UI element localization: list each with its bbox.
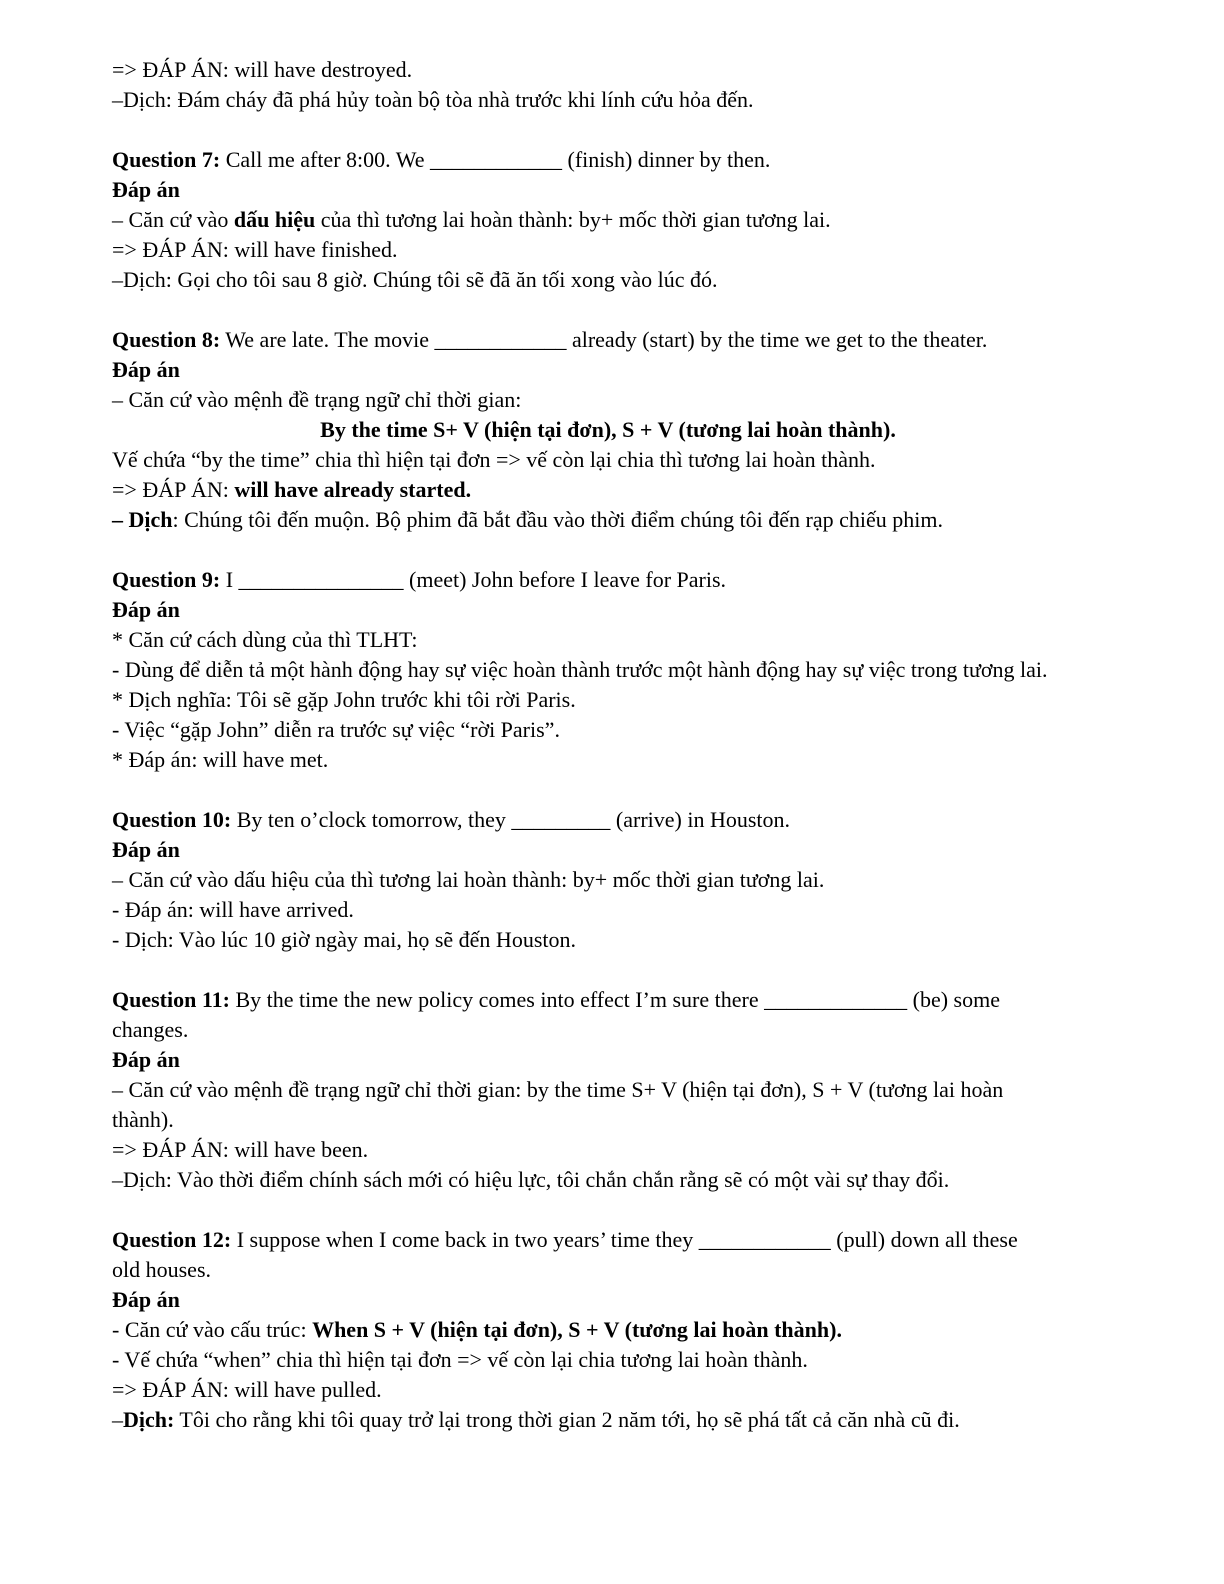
q8-explain: Vế chứa “by the time” chia thì hiện tại đơn => vế còn lại chia thì tương lai hoàn thành. xyxy=(112,447,876,472)
q11-basis-line2: thành). xyxy=(112,1107,174,1132)
q8-answer xyxy=(112,475,1104,505)
q11-label: Question 11: xyxy=(112,987,230,1012)
q7-translation: –Dịch: Gọi cho tôi sau 8 giờ. Chúng tôi sẽ đã ăn tối xong vào lúc đó. xyxy=(112,267,718,292)
q11-question xyxy=(112,985,1104,1015)
q8-basis: – Căn cứ vào mệnh đề trạng ngữ chỉ thời gian: xyxy=(112,387,522,412)
q8-dap-an xyxy=(112,355,1104,385)
q12-basis-pre: - Căn cứ vào cấu trúc: xyxy=(112,1317,313,1342)
q9-label: Question 9: xyxy=(112,567,221,592)
q8-label: Question 8: xyxy=(112,327,221,352)
q10-question xyxy=(112,805,1104,835)
q9-note: - Việc “gặp John” diễn ra trước sự việc “rời Paris”. xyxy=(112,717,560,742)
q7-basis-bold: dấu hiệu xyxy=(233,207,316,232)
q8-translation xyxy=(112,505,1104,535)
q11-answer: => ĐÁP ÁN: will have been. xyxy=(112,1137,369,1162)
q11-text-line2: changes. xyxy=(112,1017,189,1042)
q11-dap-an-label: Đáp án xyxy=(112,1047,180,1072)
q7-text: Call me after 8:00. We ____________ (finish) dinner by then. xyxy=(220,147,771,172)
q8-translation-bold: – Dịch xyxy=(112,507,173,532)
q8-answer-pre: => ĐÁP ÁN: xyxy=(112,477,235,502)
q9-dap-an-label: Đáp án xyxy=(112,597,180,622)
q6-answer: => ĐÁP ÁN: will have destroyed. xyxy=(112,57,413,82)
q7-dap-an xyxy=(112,175,1104,205)
q12-translation-post: Tôi cho rằng khi tôi quay trở lại trong thời gian 2 năm tới, họ sẽ phá tất cả căn nhà cũ đi. xyxy=(174,1407,960,1432)
q7-label: Question 7: xyxy=(112,147,221,172)
q7-dap-an-label: Đáp án xyxy=(112,177,180,202)
q10-dap-an-label: Đáp án xyxy=(112,837,180,862)
q12-translation-pre: – xyxy=(112,1407,123,1432)
q12-dap-an-label: Đáp án xyxy=(112,1287,180,1312)
q11-dap-an xyxy=(112,1045,1104,1075)
q9-question xyxy=(112,565,1104,595)
q9-usage: - Dùng để diễn tả một hành động hay sự việc hoàn thành trước một hành động hay sự việc trong tương lai. xyxy=(112,657,1048,682)
q12-translation-bold: Dịch: xyxy=(123,1407,175,1432)
q8-text: We are late. The movie ____________ already (start) by the time we get to the theater. xyxy=(220,327,988,352)
q6-translation: –Dịch: Đám cháy đã phá hủy toàn bộ tòa nhà trước khi lính cứu hỏa đến. xyxy=(112,87,754,112)
q10-text: By ten o’clock tomorrow, they _________ (arrive) in Houston. xyxy=(231,807,791,832)
q9-text: I _______________ (meet) John before I leave for Paris. xyxy=(220,567,727,592)
q8-answer-bold: will have already started. xyxy=(234,477,472,502)
q9-answer: * Đáp án: will have met. xyxy=(112,747,329,772)
q12-basis xyxy=(112,1315,1104,1345)
q12-label: Question 12: xyxy=(112,1227,232,1252)
q10-answer: - Đáp án: will have arrived. xyxy=(112,897,354,922)
q8-question xyxy=(112,325,1104,355)
q12-text-line2: old houses. xyxy=(112,1257,211,1282)
q9-usage-title: * Căn cứ cách dùng của thì TLHT: xyxy=(112,627,418,652)
q11-basis-line1: – Căn cứ vào mệnh đề trạng ngữ chỉ thời gian: by the time S+ V (hiện tại đơn), S + V (tương lai hoàn xyxy=(112,1077,1004,1102)
q7-basis xyxy=(112,205,1104,235)
q9-dap-an xyxy=(112,595,1104,625)
q10-translation: - Dịch: Vào lúc 10 giờ ngày mai, họ sẽ đến Houston. xyxy=(112,927,576,952)
q8-translation-post: : Chúng tôi đến muộn. Bộ phim đã bắt đầu vào thời điểm chúng tôi đến rạp chiếu phim. xyxy=(172,507,944,532)
q7-answer: => ĐÁP ÁN: will have finished. xyxy=(112,237,398,262)
q10-basis: – Căn cứ vào dấu hiệu của thì tương lai hoàn thành: by+ mốc thời gian tương lai. xyxy=(112,867,825,892)
q7-basis-pre: – Căn cứ vào xyxy=(112,207,234,232)
q10-label: Question 10: xyxy=(112,807,232,832)
q11-text-line1: By the time the new policy comes into effect I’m sure there _____________ (be) some xyxy=(229,987,1000,1012)
q12-translation xyxy=(112,1405,1104,1435)
q8-structure xyxy=(112,415,1104,445)
q8-dap-an-label: Đáp án xyxy=(112,357,180,382)
q12-answer: => ĐÁP ÁN: will have pulled. xyxy=(112,1377,382,1402)
q7-basis-post: của thì tương lai hoàn thành: by+ mốc thời gian tương lai. xyxy=(315,207,831,232)
q12-text-line1: I suppose when I come back in two years’ time they ____________ (pull) down all these xyxy=(231,1227,1018,1252)
q9-meaning: * Dịch nghĩa: Tôi sẽ gặp John trước khi tôi rời Paris. xyxy=(112,687,576,712)
q12-basis-bold: When S + V (hiện tại đơn), S + V (tương lai hoàn thành). xyxy=(312,1317,842,1342)
q7-question xyxy=(112,145,1104,175)
q11-translation: –Dịch: Vào thời điểm chính sách mới có hiệu lực, tôi chắn chắn rằng sẽ có một vài sự thay đổi. xyxy=(112,1167,950,1192)
q10-dap-an xyxy=(112,835,1104,865)
q8-structure-text: By the time S+ V (hiện tại đơn), S + V (tương lai hoàn thành). xyxy=(320,417,896,442)
q12-question xyxy=(112,1225,1104,1255)
q12-explain: - Vế chứa “when” chia thì hiện tại đơn => vế còn lại chia tương lai hoàn thành. xyxy=(112,1347,808,1372)
q12-dap-an xyxy=(112,1285,1104,1315)
